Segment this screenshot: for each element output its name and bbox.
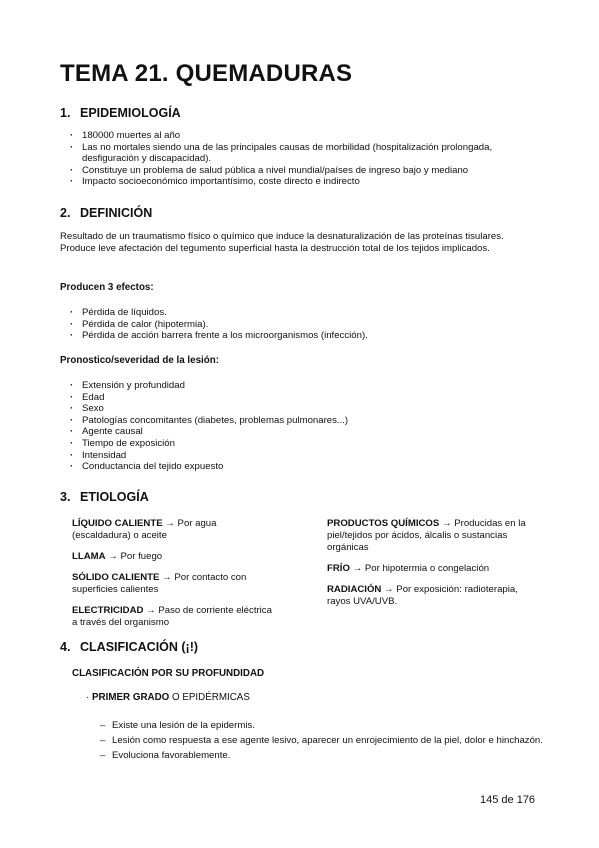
list-item: · Constituye un problema de salud pública a nivel mundial/países de ingreso bajo y mediano [70,165,545,177]
etiologia-term: SÓLIDO CALIENTE [72,572,160,583]
etiologia-item [327,518,532,554]
section-title: ETIOLOGÍA [80,490,149,504]
page-number: 145 de 176 [480,794,536,806]
section-heading-etiologia [60,490,149,504]
pronostico-list [70,380,545,473]
etiologia-item [72,572,277,596]
list-item: – Evoluciona favorablemente. [100,750,545,762]
pronostico-heading: Pronostico/severidad de la lesión: [60,355,219,366]
section-number: 4. [60,640,71,654]
etiologia-left-column [72,518,277,638]
etiologia-term: ELECTRICIDAD [72,605,144,616]
section-heading-clasificacion [60,640,198,654]
etiologia-item [72,518,277,542]
etiologia-desc: → Por hipotermia o congelación [352,563,490,574]
section-title: CLASIFICACIÓN (¡!) [80,640,199,654]
section-number: 2. [60,206,71,220]
clasificacion-subheading: CLASIFICACIÓN POR SU PROFUNDIDAD [72,668,265,679]
section-heading-definicion [60,206,152,220]
list-item: – Existe una lesión de la epidermis. [100,720,545,732]
etiologia-term: RADIACIÓN [327,584,382,595]
etiologia-desc: → Por agua (escaldadura) o aceite [72,518,217,541]
etiologia-item [327,584,532,608]
etiologia-desc: → Producidas en la piel/tejidos por ácidos, álcalis o sustancias orgánicas [327,518,526,553]
etiologia-desc: → Paso de corriente eléctrica a través del organismo [72,605,272,628]
section-number: 1. [60,106,71,120]
list-item: · 180000 muertes al año [70,130,545,142]
section-number: 3. [60,490,71,504]
list-item: · Conductancia del tejido expuesto [70,461,545,473]
etiologia-item [327,563,532,575]
list-item: · Pérdida de calor (hipotermia). [70,319,545,331]
definicion-paragraph: Resultado de un traumatismo físico o químico que induce la desnaturalización de las proteínas tisulares. Produce leve afectación del tegumento superficial hasta la destrucción total de los tejidos implicados. [60,231,504,255]
etiologia-desc: → Por exposición: radioterapia, rayos UVA/UVB. [327,584,518,607]
etiologia-right-column [327,518,532,617]
section-heading-epidemiologia [60,106,181,120]
bullet-dot: · [86,692,90,703]
epidemiologia-list [70,130,545,188]
section-title: DEFINICIÓN [80,206,153,220]
list-item: · Patologías concomitantes (diabetes, problemas pulmonares...) [70,415,545,427]
list-item: · Sexo [70,403,545,415]
efectos-list [70,307,545,342]
list-item: · Pérdida de líquidos. [70,307,545,319]
list-item: · Edad [70,392,545,404]
efectos-heading: Producen 3 efectos: [60,282,154,293]
list-item: · Intensidad [70,450,545,462]
etiologia-term: LÍQUIDO CALIENTE [72,518,163,529]
page-title: TEMA 21. QUEMADURAS [60,60,353,87]
list-item: · Tiempo de exposición [70,438,545,450]
etiologia-desc: → Por fuego [108,551,163,562]
list-item: – Lesión como respuesta a ese agente lesivo, aparecer un enrojecimiento de la piel, dolor e hinchazón. [100,735,545,747]
list-item: · Agente causal [70,426,545,438]
grado-suffix: O EPIDÉRMICAS [169,692,250,703]
primer-grado-list [100,720,545,765]
etiologia-item [72,605,277,629]
etiologia-term: LLAMA [72,551,106,562]
etiologia-term: FRÍO [327,563,350,574]
list-item: · Impacto socioeconómico importantísimo, coste directo e indirecto [70,176,545,188]
list-item: · Las no mortales siendo una de las principales causas de morbilidad (hospitalización prolongada, desfiguración y discapacidad). [70,142,545,165]
etiologia-item [72,551,277,563]
etiologia-desc: → Por contacto con superficies calientes [72,572,247,595]
grado-label: PRIMER GRADO [92,692,170,703]
primer-grado-heading [86,692,250,703]
section-title: EPIDEMIOLOGÍA [80,106,181,120]
list-item: · Extensión y profundidad [70,380,545,392]
list-item: · Pérdida de acción barrera frente a los microorganismos (infección). [70,330,545,342]
etiologia-term: PRODUCTOS QUÍMICOS [327,518,440,529]
